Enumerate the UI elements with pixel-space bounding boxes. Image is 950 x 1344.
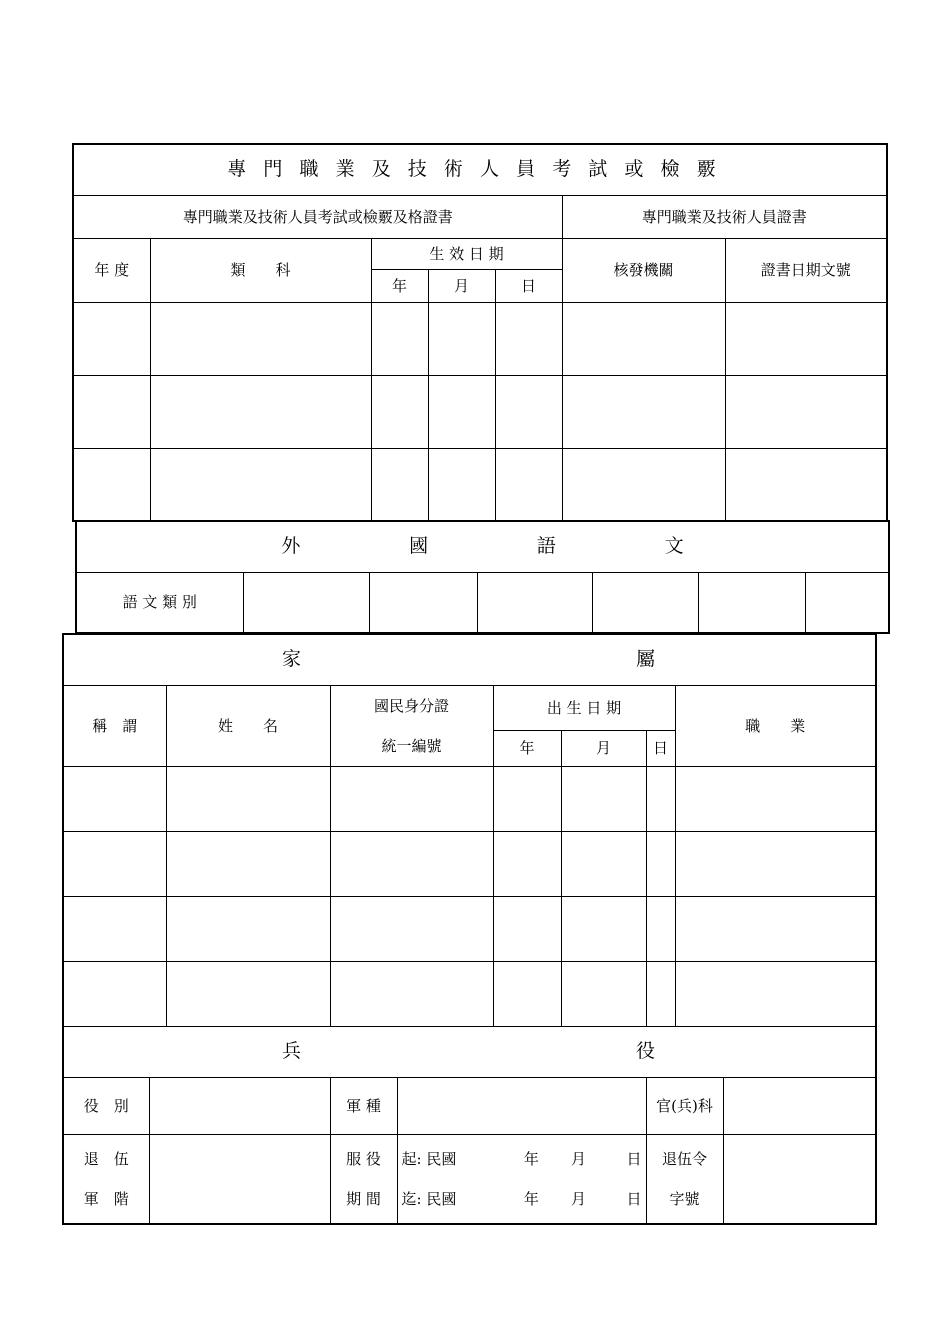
name-cell[interactable] <box>166 961 330 1026</box>
exam-issuer-cell[interactable] <box>562 375 725 448</box>
birth-day-header: 日 <box>646 731 675 766</box>
exam-cert-no-cell[interactable] <box>725 375 887 448</box>
id-header-line2: 統一編號 <box>381 736 442 755</box>
id-number-cell[interactable] <box>330 766 493 831</box>
exam-year-cell[interactable] <box>73 375 150 448</box>
name-header: 姓 名 <box>166 685 330 766</box>
name-cell[interactable] <box>166 831 330 896</box>
military-title <box>63 1026 876 1077</box>
service-start-line <box>398 1139 646 1179</box>
birth-year-header: 年 <box>493 731 561 766</box>
birth-month-cell[interactable] <box>561 961 646 1026</box>
service-end-line <box>398 1179 646 1219</box>
exam-category-cell[interactable] <box>150 302 371 375</box>
name-cell[interactable] <box>166 766 330 831</box>
service-period-line2: 期 間 <box>346 1189 381 1208</box>
language-type-label: 語 文 類 別 <box>76 572 243 633</box>
exam-category-cell[interactable] <box>150 448 371 521</box>
exam-row <box>73 302 887 375</box>
retire-order-label <box>646 1134 723 1224</box>
language-cell[interactable] <box>698 572 805 633</box>
service-from-day: 日 <box>626 1149 642 1168</box>
exam-row <box>73 375 887 448</box>
language-title-char: 文 <box>664 535 684 558</box>
retire-rank-line2: 軍 階 <box>83 1189 129 1208</box>
birth-year-cell[interactable] <box>493 961 561 1026</box>
service-from-label: 起: 民國 <box>401 1149 457 1168</box>
cert-date-no-header: 證書日期文號 <box>725 238 887 302</box>
id-number-cell[interactable] <box>330 896 493 961</box>
year-header: 年 度 <box>73 238 150 302</box>
id-number-cell[interactable] <box>330 961 493 1026</box>
exam-eff-month-cell[interactable] <box>428 375 495 448</box>
effective-year-header: 年 <box>371 269 428 302</box>
family-military-table <box>62 633 877 1225</box>
id-number-cell[interactable] <box>330 831 493 896</box>
occupation-cell[interactable] <box>675 961 876 1026</box>
service-period-line1: 服 役 <box>346 1149 381 1168</box>
effective-day-header: 日 <box>495 269 562 302</box>
birth-day-cell[interactable] <box>646 831 675 896</box>
family-title <box>63 634 876 685</box>
retire-order-cell[interactable] <box>723 1134 876 1224</box>
name-cell[interactable] <box>166 896 330 961</box>
exam-eff-month-cell[interactable] <box>428 448 495 521</box>
military-title-left: 兵 <box>282 1040 302 1063</box>
retire-rank-label <box>63 1134 149 1224</box>
service-to-month: 月 <box>571 1189 587 1208</box>
exam-eff-day-cell[interactable] <box>495 375 562 448</box>
language-title-char: 外 <box>281 535 301 558</box>
exam-cert-no-cell[interactable] <box>725 448 887 521</box>
service-period-label <box>330 1134 397 1224</box>
id-number-header <box>330 685 493 766</box>
language-title-char: 語 <box>536 535 556 558</box>
language-cell[interactable] <box>805 572 889 633</box>
service-type-cell[interactable] <box>149 1077 330 1134</box>
birth-day-cell[interactable] <box>646 766 675 831</box>
professional-cert-group-header: 專門職業及技術人員證書 <box>562 195 887 238</box>
officer-cell[interactable] <box>723 1077 876 1134</box>
exam-eff-day-cell[interactable] <box>495 302 562 375</box>
language-table <box>75 520 890 634</box>
birth-month-header: 月 <box>561 731 646 766</box>
occupation-cell[interactable] <box>675 831 876 896</box>
issuer-header: 核發機關 <box>562 238 725 302</box>
exam-year-cell[interactable] <box>73 302 150 375</box>
family-row <box>63 831 876 896</box>
occupation-header: 職 業 <box>675 685 876 766</box>
service-to-label: 迄: 民國 <box>401 1189 457 1208</box>
effective-date-header: 生 效 日 期 <box>371 238 562 269</box>
exam-table <box>72 143 888 522</box>
language-cell[interactable] <box>243 572 369 633</box>
birth-day-cell[interactable] <box>646 896 675 961</box>
family-title-left: 家 <box>282 648 302 671</box>
retire-rank-cell[interactable] <box>149 1134 330 1224</box>
exam-eff-year-cell[interactable] <box>371 302 428 375</box>
exam-issuer-cell[interactable] <box>562 302 725 375</box>
language-cell[interactable] <box>369 572 477 633</box>
family-title-right: 屬 <box>636 648 656 671</box>
language-title <box>76 521 889 572</box>
family-row <box>63 896 876 961</box>
exam-year-cell[interactable] <box>73 448 150 521</box>
branch-label: 軍 種 <box>330 1077 397 1134</box>
id-header-line1: 國民身分證 <box>373 696 449 715</box>
exam-eff-year-cell[interactable] <box>371 375 428 448</box>
occupation-cell[interactable] <box>675 766 876 831</box>
birth-month-cell[interactable] <box>561 896 646 961</box>
service-to-year: 年 <box>523 1189 539 1208</box>
category-header: 類 科 <box>150 238 371 302</box>
service-from-year: 年 <box>523 1149 539 1168</box>
relation-cell[interactable] <box>63 961 166 1026</box>
birth-month-cell[interactable] <box>561 766 646 831</box>
branch-cell[interactable] <box>397 1077 646 1134</box>
relation-header: 稱 謂 <box>63 685 166 766</box>
service-period-cell[interactable] <box>397 1134 646 1224</box>
birth-year-cell[interactable] <box>493 831 561 896</box>
exam-cert-no-cell[interactable] <box>725 302 887 375</box>
exam-row <box>73 448 887 521</box>
birth-day-cell[interactable] <box>646 961 675 1026</box>
language-title-char: 國 <box>409 535 429 558</box>
family-row <box>63 961 876 1026</box>
military-title-right: 役 <box>636 1040 656 1063</box>
birth-year-cell[interactable] <box>493 766 561 831</box>
birth-year-cell[interactable] <box>493 896 561 961</box>
language-cell[interactable] <box>477 572 592 633</box>
relation-cell[interactable] <box>63 896 166 961</box>
retire-order-line1: 退伍令 <box>661 1149 707 1168</box>
relation-cell[interactable] <box>63 766 166 831</box>
service-to-day: 日 <box>626 1189 642 1208</box>
exam-eff-month-cell[interactable] <box>428 302 495 375</box>
officer-label: 官(兵)科 <box>646 1077 723 1134</box>
language-cell[interactable] <box>592 572 698 633</box>
retire-order-line2: 字號 <box>669 1189 700 1208</box>
exam-cert-group-header: 專門職業及技術人員考試或檢覈及格證書 <box>73 195 562 238</box>
relation-cell[interactable] <box>63 831 166 896</box>
birth-date-header: 出 生 日 期 <box>493 685 675 731</box>
exam-eff-day-cell[interactable] <box>495 448 562 521</box>
effective-month-header: 月 <box>428 269 495 302</box>
service-type-label: 役 別 <box>63 1077 149 1134</box>
occupation-cell[interactable] <box>675 896 876 961</box>
retire-rank-line1: 退 伍 <box>83 1149 129 1168</box>
birth-month-cell[interactable] <box>561 831 646 896</box>
exam-eff-year-cell[interactable] <box>371 448 428 521</box>
exam-title: 專門職業及技術人員考試或檢覈 <box>73 144 887 195</box>
exam-issuer-cell[interactable] <box>562 448 725 521</box>
exam-category-cell[interactable] <box>150 375 371 448</box>
family-row <box>63 766 876 831</box>
service-from-month: 月 <box>571 1149 587 1168</box>
